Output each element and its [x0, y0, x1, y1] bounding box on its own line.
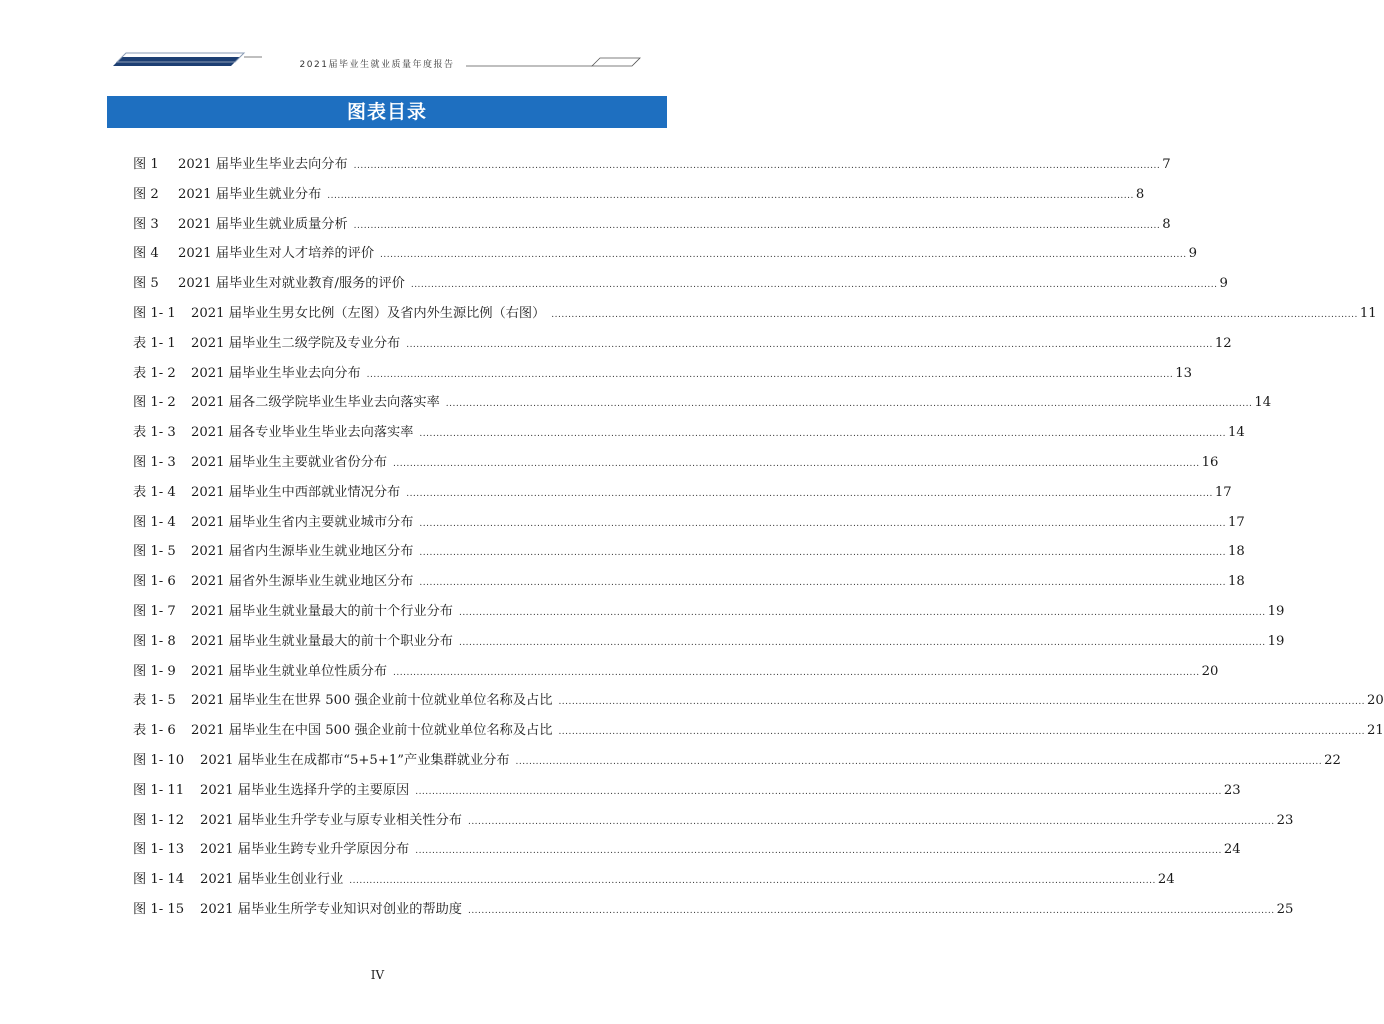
table-of-figures [133, 153, 1384, 928]
toc-entry-number: 图 4 [133, 246, 159, 262]
toc-entry-title: 2021 届毕业生就业量最大的前十个职业分布 [191, 633, 453, 649]
toc-entry-page: 14 [1228, 425, 1245, 441]
toc-entry-title: 2021 届毕业生毕业去向分布 [178, 157, 348, 172]
toc-dot-leader: ................................................................................................................................................................................................................................................ [419, 518, 1226, 529]
toc-entry-number: 图 1- 11 [133, 782, 185, 798]
toc-entry[interactable] [133, 749, 1341, 779]
toc-entry-number: 图 2 [133, 186, 159, 202]
toc-entry-number: 表 1- 2 [133, 365, 176, 381]
header-report-title: 2021届毕业生就业质量年度报告 [299, 60, 455, 70]
toc-dot-leader: ................................................................................................................................................................................................................................................ [551, 309, 1358, 320]
toc-entry-title: 2021 届毕业生就业量最大的前十个行业分布 [191, 603, 453, 619]
toc-entry[interactable] [133, 242, 1198, 272]
toc-entry[interactable] [133, 391, 1272, 421]
toc-entry[interactable] [133, 540, 1245, 570]
toc-entry-title: 2021 届毕业生对就业教育/服务的评价 [178, 276, 405, 292]
toc-entry-title: 2021 届毕业生主要就业省份分布 [191, 454, 388, 470]
toc-entry-page: 24 [1223, 842, 1241, 858]
toc-entry[interactable] [133, 838, 1241, 868]
toc-dot-leader: ................................................................................................................................................................................................................................................ [410, 280, 1218, 291]
toc-dot-leader: ................................................................................................................................................................................................................................................ [353, 161, 1161, 171]
toc-dot-leader: ................................................................................................................................................................................................................................................ [415, 786, 1222, 797]
toc-entry-page: 7 [1162, 157, 1171, 172]
page-number: IV [370, 968, 385, 982]
toc-entry-title: 2021 届省内生源毕业生就业地区分布 [191, 544, 414, 560]
toc-dot-leader: ................................................................................................................................................................................................................................................ [393, 667, 1200, 678]
toc-entry-title: 2021 届毕业生所学专业知识对创业的帮助度 [200, 901, 462, 917]
toc-dot-leader: ................................................................................................................................................................................................................................................ [515, 756, 1323, 767]
toc-entry-page: 19 [1267, 633, 1285, 649]
toc-entry-title: 2021 届毕业生二级学院及专业分布 [191, 335, 401, 351]
toc-entry-title: 2021 届毕业生就业单位性质分布 [191, 663, 388, 679]
toc-entry[interactable] [133, 719, 1384, 749]
toc-entry-page: 12 [1214, 335, 1232, 351]
toc-entry-title: 2021 届各二级学院毕业生毕业去向落实率 [191, 395, 440, 411]
toc-entry-page: 19 [1267, 603, 1285, 619]
page-header [0, 0, 755, 90]
toc-entry-title: 2021 届各专业毕业生毕业去向落实率 [191, 425, 414, 441]
toc-entry-number: 图 1- 15 [133, 901, 185, 917]
toc-entry-title: 2021 届毕业生中西部就业情况分布 [191, 484, 401, 500]
toc-entry-title: 2021 届毕业生省内主要就业城市分布 [191, 514, 414, 530]
toc-entry[interactable] [133, 689, 1384, 719]
toc-entry-page: 22 [1324, 752, 1341, 768]
toc-entry-number: 表 1- 4 [133, 484, 176, 500]
toc-entry-page: 25 [1276, 901, 1294, 917]
toc-entry-number: 图 5 [133, 276, 159, 292]
toc-entry-page: 9 [1188, 246, 1198, 262]
toc-dot-leader: ................................................................................................................................................................................................................................................ [467, 816, 1275, 827]
toc-entry[interactable] [133, 809, 1294, 839]
toc-dot-leader: ................................................................................................................................................................................................................................................ [366, 369, 1174, 380]
toc-entry-number: 表 1- 6 [133, 723, 176, 739]
toc-entry-title: 2021 届毕业生在成都市“5+5+1”产业集群就业分布 [200, 752, 510, 768]
section-title: 图表目录 [346, 101, 427, 123]
toc-entry[interactable] [133, 272, 1228, 302]
toc-entry-number: 图 1- 1 [133, 305, 176, 321]
toc-entry-title: 2021 届毕业生在中国 500 强企业前十位就业单位名称及占比 [191, 723, 553, 739]
toc-dot-leader: ................................................................................................................................................................................................................................................ [406, 488, 1213, 499]
toc-entry-title: 2021 届毕业生跨专业升学原因分布 [200, 842, 410, 858]
toc-entry-title: 2021 届毕业生就业分布 [178, 186, 322, 202]
toc-dot-leader: ................................................................................................................................................................................................................................................ [327, 190, 1134, 201]
toc-dot-leader: ................................................................................................................................................................................................................................................ [419, 578, 1226, 589]
toc-entry-page: 11 [1359, 305, 1377, 321]
toc-entry[interactable] [133, 481, 1232, 511]
toc-entry[interactable] [133, 153, 1171, 183]
toc-entry-number: 图 1- 10 [133, 752, 185, 768]
toc-entry-number: 图 1- 2 [133, 395, 176, 411]
toc-dot-leader: ................................................................................................................................................................................................................................................ [445, 399, 1253, 410]
toc-entry-page: 23 [1276, 812, 1294, 828]
toc-entry[interactable] [133, 213, 1171, 243]
toc-entry[interactable] [133, 868, 1175, 898]
toc-entry-number: 图 3 [133, 216, 159, 232]
toc-entry[interactable] [133, 451, 1219, 481]
toc-dot-leader: ................................................................................................................................................................................................................................................ [458, 607, 1266, 618]
toc-entry[interactable] [133, 898, 1294, 928]
toc-dot-leader: ................................................................................................................................................................................................................................................ [415, 846, 1222, 857]
toc-entry-number: 图 1 [133, 157, 159, 172]
toc-entry-page: 17 [1214, 484, 1232, 500]
toc-entry[interactable] [133, 183, 1145, 213]
toc-entry[interactable] [133, 570, 1245, 600]
toc-dot-leader: ................................................................................................................................................................................................................................................ [558, 697, 1366, 708]
toc-entry-number: 图 1- 9 [133, 663, 176, 679]
toc-dot-leader: ................................................................................................................................................................................................................................................ [349, 876, 1156, 887]
toc-entry-number: 图 1- 6 [133, 574, 176, 590]
toc-entry-page: 21 [1367, 723, 1384, 739]
toc-entry[interactable] [133, 660, 1219, 690]
toc-entry[interactable] [133, 511, 1245, 541]
toc-entry-page: 18 [1228, 544, 1245, 560]
toc-entry-page: 20 [1367, 693, 1384, 709]
toc-entry-title: 2021 届毕业生毕业去向分布 [191, 365, 361, 381]
toc-entry-number: 表 1- 5 [133, 693, 176, 709]
toc-entry-title: 2021 届毕业生选择升学的主要原因 [200, 782, 410, 798]
toc-entry-title: 2021 届毕业生在世界 500 强企业前十位就业单位名称及占比 [191, 693, 553, 709]
toc-entry-page: 8 [1135, 186, 1145, 202]
toc-entry-number: 图 1- 12 [133, 812, 185, 828]
toc-entry-page: 18 [1228, 574, 1245, 590]
toc-entry[interactable] [133, 332, 1232, 362]
toc-entry[interactable] [133, 302, 1377, 332]
toc-entry-page: 23 [1223, 782, 1241, 798]
toc-entry-page: 24 [1157, 872, 1175, 888]
toc-dot-leader: ................................................................................................................................................................................................................................................ [558, 727, 1366, 738]
toc-entry-page: 13 [1175, 365, 1193, 381]
toc-entry[interactable] [133, 362, 1193, 392]
toc-entry-number: 图 1- 4 [133, 514, 176, 530]
section-title-bar [107, 96, 667, 128]
toc-entry-page: 16 [1201, 454, 1219, 470]
toc-entry-number: 图 1- 3 [133, 454, 176, 470]
toc-entry-title: 2021 届毕业生男女比例（左图）及省内外生源比例（右图） [191, 305, 546, 321]
toc-entry-number: 图 1- 5 [133, 544, 176, 560]
toc-entry-number: 图 1- 8 [133, 633, 176, 649]
toc-entry-number: 表 1- 1 [133, 335, 176, 351]
toc-entry[interactable] [133, 779, 1241, 809]
toc-entry[interactable] [133, 630, 1285, 660]
toc-dot-leader: ................................................................................................................................................................................................................................................ [467, 905, 1275, 916]
toc-entry-number: 图 1- 13 [133, 842, 185, 858]
toc-entry-title: 2021 届毕业生对人才培养的评价 [178, 246, 375, 262]
toc-entry-title: 2021 届毕业生就业质量分析 [178, 216, 348, 232]
toc-dot-leader: ................................................................................................................................................................................................................................................ [458, 637, 1266, 648]
toc-entry-title: 2021 届毕业生升学专业与原专业相关性分布 [200, 812, 462, 828]
toc-dot-leader: ................................................................................................................................................................................................................................................ [406, 339, 1213, 350]
toc-entry-page: 17 [1228, 514, 1245, 530]
toc-dot-leader: ................................................................................................................................................................................................................................................ [380, 250, 1187, 261]
toc-dot-leader: ................................................................................................................................................................................................................................................ [419, 429, 1226, 440]
toc-entry-number: 图 1- 7 [133, 603, 176, 619]
toc-entry[interactable] [133, 600, 1285, 630]
header-decoration [0, 0, 755, 90]
toc-entry-page: 14 [1254, 395, 1272, 411]
toc-entry-number: 图 1- 14 [133, 872, 185, 888]
toc-dot-leader: ................................................................................................................................................................................................................................................ [393, 458, 1200, 469]
toc-entry-title: 2021 届毕业生创业行业 [200, 872, 344, 888]
toc-entry-page: 8 [1162, 216, 1171, 232]
toc-entry-page: 20 [1201, 663, 1219, 679]
toc-dot-leader: ................................................................................................................................................................................................................................................ [353, 220, 1161, 231]
toc-entry-number: 表 1- 3 [133, 425, 176, 441]
toc-entry[interactable] [133, 421, 1245, 451]
toc-entry-title: 2021 届省外生源毕业生就业地区分布 [191, 574, 414, 590]
toc-dot-leader: ................................................................................................................................................................................................................................................ [419, 548, 1226, 559]
toc-entry-page: 9 [1219, 276, 1228, 292]
